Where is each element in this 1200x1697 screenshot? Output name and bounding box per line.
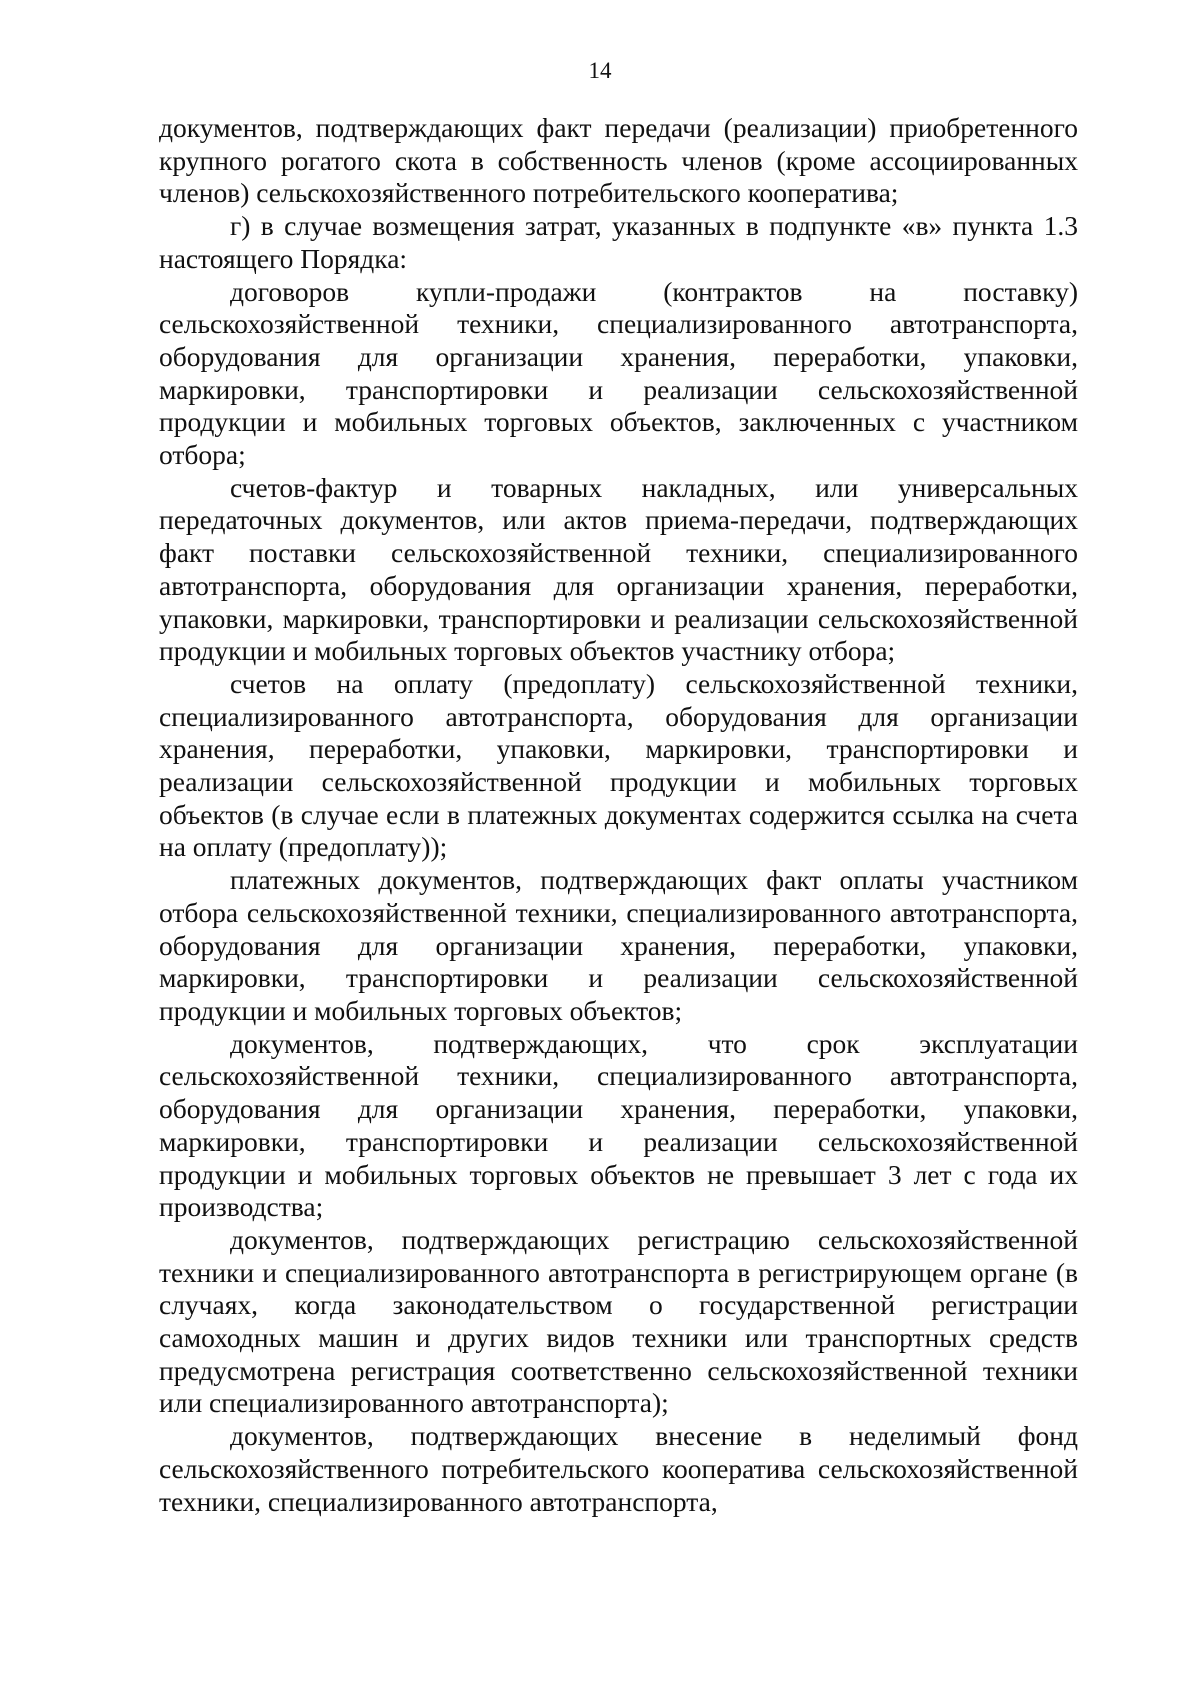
paragraph-2: г) в случае возмещения затрат, указанных в подпункте «в» пункта 1.3 настоящего Порядка: xyxy=(159,210,1078,274)
paragraph-4: счетов-фактур и товарных накладных, или универсальных передаточных документов, или актов приема-передачи, подтверждающих факт поставки сельскохозяйственной техники, специализированного автотранспорта, оборудования для организации хранения, переработки, упаковки, маркировки, транспортировки и реализации сельскохозяйственной продукции и мобильных торговых объектов участнику отбора; xyxy=(159,471,1078,667)
paragraph-5: счетов на оплату (предоплату) сельскохозяйственной техники, специализированного автотранспорта, оборудования для организации хранения, переработки, упаковки, маркировки, транспортировки и реализации сельскохозяйственной продукции и мобильных торговых объектов (в случае если в платежных документах содержится ссылка на счета на оплату (предоплату)); xyxy=(159,667,1078,863)
paragraph-9: документов, подтверждающих внесение в неделимый фонд сельскохозяйственного потребительского кооператива сельскохозяйственной техники, специализированного автотранспорта, xyxy=(159,1420,1078,1517)
page-number: 14 xyxy=(588,58,612,83)
paragraph-7: документов, подтверждающих, что срок эксплуатации сельскохозяйственной техники, специализированного автотранспорта, оборудования для организации хранения, переработки, упаковки, маркировки, транспортировки и реализации сельскохозяйственной продукции и мобильных торговых объектов не превышает 3 лет с года их производства; xyxy=(159,1027,1078,1223)
paragraph-1: документов, подтверждающих факт передачи (реализации) приобретенного крупного рогатого скота в собственность членов (кроме ассоциированных членов) сельскохозяйственного потребительского кооператива; xyxy=(159,112,1078,209)
document-body xyxy=(159,112,1078,1518)
paragraph-3: договоров купли-продажи (контрактов на поставку) сельскохозяйственной техники, специализированного автотранспорта, оборудования для организации хранения, переработки, упаковки, маркировки, транспортировки и реализации сельскохозяйственной продукции и мобильных торговых объектов, заключенных с участником отбора; xyxy=(159,275,1078,471)
paragraph-6: платежных документов, подтверждающих факт оплаты участником отбора сельскохозяйственной техники, специализированного автотранспорта, оборудования для организации хранения, переработки, упаковки, маркировки, транспортировки и реализации сельскохозяйственной продукции и мобильных торговых объектов; xyxy=(159,864,1078,1026)
paragraph-8: документов, подтверждающих регистрацию сельскохозяйственной техники и специализированного автотранспорта в регистрирующем органе (в случаях, когда законодательством о государственной регистрации самоходных машин и других видов техники или транспортных средств предусмотрена регистрация соответственно сельскохозяйственной техники или специализированного автотранспорта); xyxy=(159,1223,1078,1419)
